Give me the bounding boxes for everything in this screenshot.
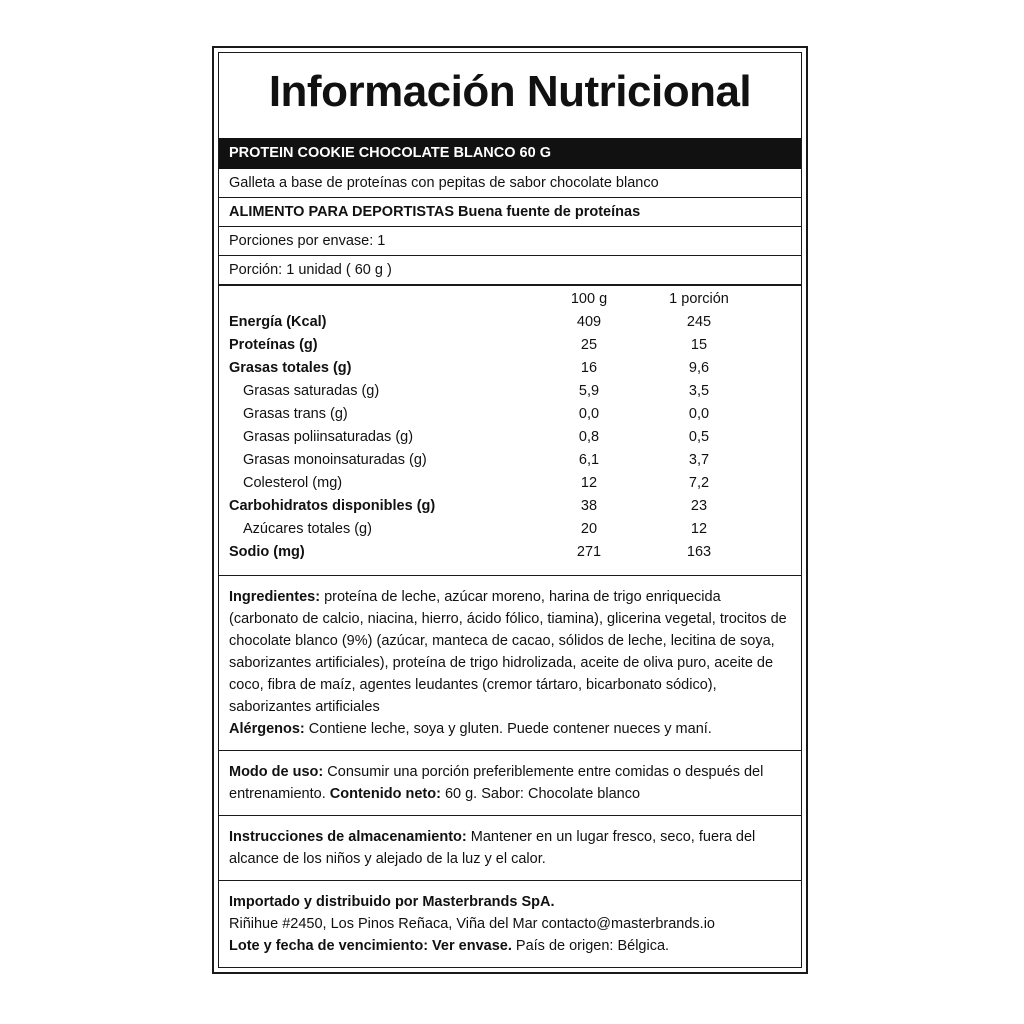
value-per-serving: 9,6 (688, 360, 710, 376)
storage-label: Instrucciones de almacenamiento: (229, 829, 467, 845)
product-name-bar: PROTEIN COOKIE CHOCOLATE BLANCO 60 G (219, 138, 801, 169)
nutrition-label (212, 46, 808, 974)
table-row (219, 449, 801, 472)
table-row (219, 495, 801, 518)
value-per-serving: 0,5 (688, 429, 710, 445)
table-row (219, 311, 801, 334)
value-per-100g: 5,9 (578, 383, 600, 399)
value-per-serving: 12 (690, 521, 708, 537)
table-row (219, 472, 801, 495)
importer-section (219, 880, 801, 969)
usage-section (219, 750, 801, 815)
allergens-label: Alérgenos: (229, 721, 305, 737)
ingredients-label: Ingredientes: (229, 589, 321, 605)
value-per-100g: 0,8 (578, 429, 600, 445)
nutrient-name: Grasas poliinsaturadas (g) (243, 429, 414, 445)
value-per-100g: 271 (576, 544, 602, 560)
value-per-100g: 409 (576, 314, 602, 330)
nutrient-name: Sodio (mg) (229, 544, 305, 560)
allergens-text: Contiene leche, soya y gluten. Puede contener nueces y maní. (304, 721, 712, 737)
value-per-serving: 3,5 (688, 383, 710, 399)
ingredients-text: proteína de leche, azúcar moreno, harina de trigo enriquecida (carbonato de calcio, niacina, hierro, ácido fólico, tiamina), glicerina vegetal, trocitos de chocolate blanco (9%) (azúcar, manteca de cacao, sólidos de leche, lecitina de soya, saborizantes artificiales), proteína de trigo hidrolizada, aceite de oliva puro, aceite de coco, fibra de maíz, agentes leudantes (cremor tártaro, bicarbonato sódico), saborizantes artificiales (229, 589, 787, 715)
product-description: Galleta a base de proteínas con pepitas de sabor chocolate blanco (219, 169, 801, 198)
nutrient-name: Grasas totales (g) (229, 360, 352, 376)
table-row (219, 357, 801, 380)
table-row (219, 380, 801, 403)
header-per-serving: 1 porción (669, 291, 729, 307)
storage-text: Mantener en un lugar fresco, seco, fuera del alcance de los niños y alejado de la luz y el calor. (229, 829, 756, 867)
importer-address: Riñihue #2450, Los Pinos Reñaca, Viña del Mar contacto@masterbrands.io (229, 916, 715, 932)
value-per-serving: 0,0 (688, 406, 710, 422)
value-per-serving: 3,7 (688, 452, 710, 468)
nutrient-name: Grasas trans (g) (243, 406, 348, 422)
value-per-serving: 245 (686, 314, 712, 330)
value-per-100g: 20 (580, 521, 598, 537)
ingredients-section (219, 575, 801, 760)
servings-per-package: Porciones por envase: 1 (219, 227, 801, 256)
value-per-100g: 6,1 (578, 452, 600, 468)
importer-line: Importado y distribuido por Masterbrands SpA. (229, 894, 555, 910)
table-row (219, 518, 801, 541)
usage-text: Consumir una porción preferiblemente entre comidas o después del entrenamiento. (229, 764, 764, 802)
nutrient-name: Grasas saturadas (g) (243, 383, 380, 399)
usage-label: Modo de uso: (229, 764, 324, 780)
table-row (219, 541, 801, 564)
origin-text: País de origen: Bélgica. (511, 938, 670, 954)
table-header (219, 288, 801, 311)
nutrient-name: Carbohidratos disponibles (g) (229, 498, 436, 514)
value-per-100g: 25 (580, 337, 598, 353)
storage-section (219, 815, 801, 880)
nutrient-name: Grasas monoinsaturadas (g) (243, 452, 427, 468)
net-content-text: 60 g. Sabor: Chocolate blanco (440, 786, 641, 802)
net-content-label: Contenido neto: (329, 786, 441, 802)
value-per-serving: 23 (690, 498, 708, 514)
value-per-serving: 15 (690, 337, 708, 353)
nutrient-name: Energía (Kcal) (229, 314, 327, 330)
lot-label: Lote y fecha de vencimiento: Ver envase. (229, 938, 512, 954)
value-per-100g: 38 (580, 498, 598, 514)
serving-size: Porción: 1 unidad ( 60 g ) (219, 256, 801, 286)
product-claim: ALIMENTO PARA DEPORTISTAS Buena fuente de proteínas (219, 198, 801, 227)
value-per-serving: 7,2 (688, 475, 710, 491)
value-per-100g: 16 (580, 360, 598, 376)
header-per-100g: 100 g (570, 291, 608, 307)
value-per-100g: 12 (580, 475, 598, 491)
value-per-100g: 0,0 (578, 406, 600, 422)
nutrition-table (219, 288, 801, 564)
nutrient-name: Colesterol (mg) (243, 475, 343, 491)
nutrient-name: Proteínas (g) (229, 337, 318, 353)
value-per-serving: 163 (686, 544, 712, 560)
label-title: Información Nutricional (268, 67, 752, 116)
label-inner-frame (218, 52, 802, 968)
nutrient-name: Azúcares totales (g) (243, 521, 372, 537)
table-row (219, 334, 801, 357)
table-row (219, 426, 801, 449)
table-row (219, 403, 801, 426)
